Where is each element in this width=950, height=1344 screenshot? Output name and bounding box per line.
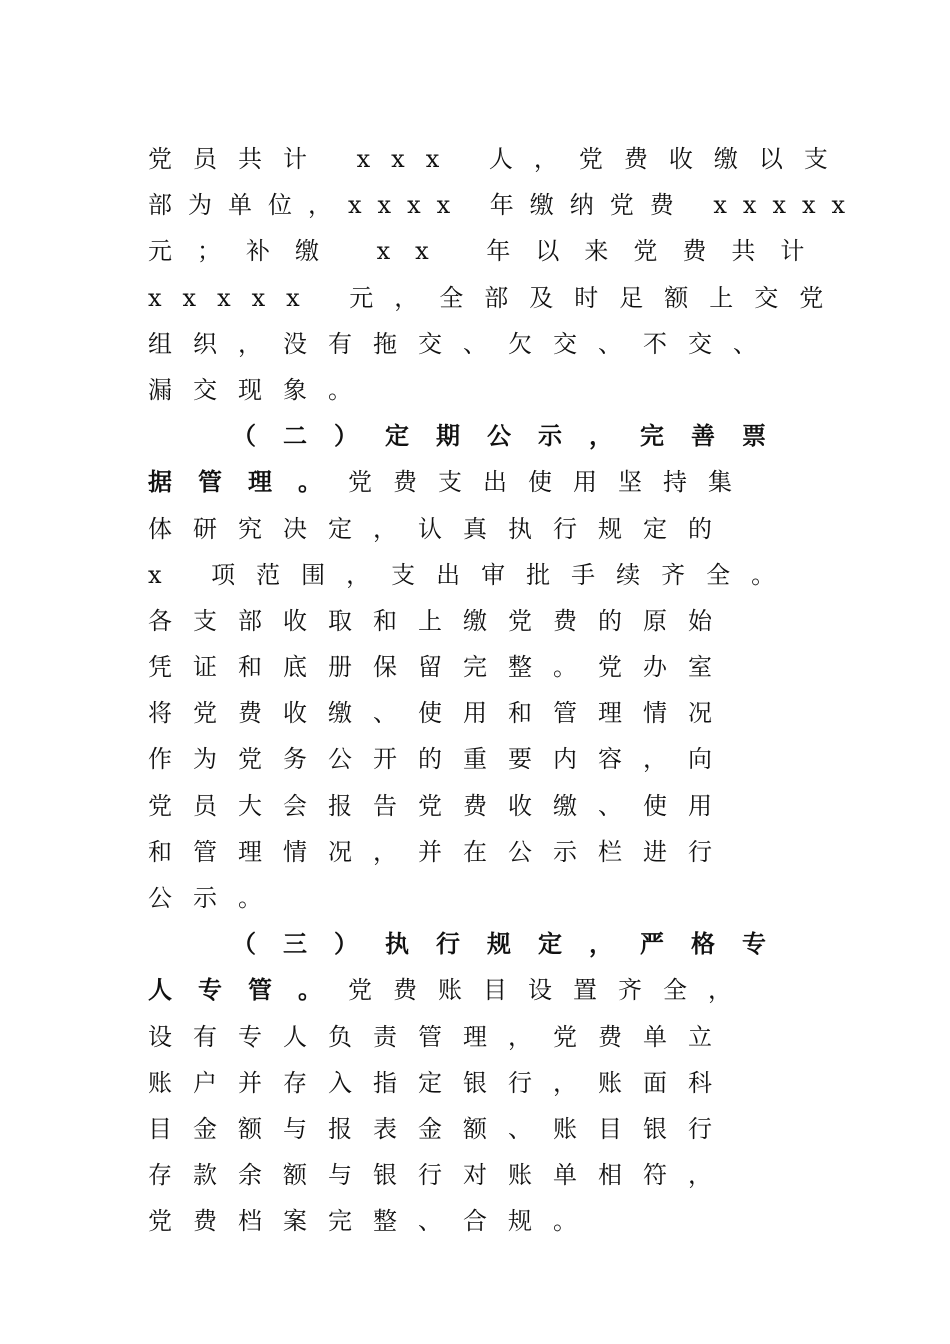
text-line: 公示。: [148, 884, 283, 912]
text-line: xxxxx 元，全部及时足额上交党: [148, 283, 845, 312]
text-line: 党员共计 xxx 人，党费收缴以支: [148, 145, 849, 173]
text-line: 凭证和底册保留完整。党办室: [148, 653, 733, 682]
section-2-bold-lead: 据管理。: [148, 467, 348, 497]
section-3-bold-lead: 人专管。: [148, 975, 348, 1005]
section-2-heading: （二）定期公示，完善票: [232, 421, 793, 451]
text-line: 部为单位，xxxx 年缴纳党费 xxxxx: [148, 191, 862, 220]
section-3-heading: （三）执行规定，严格专: [232, 929, 793, 959]
text-line: x 项范围，支出审批手续齐全。: [148, 560, 797, 589]
text-line: 账户并存入指定银行，账面科: [148, 1068, 733, 1097]
text-line: 各支部收取和上缴党费的原始: [148, 606, 733, 635]
text-line: 和管理情况，并在公示栏进行: [148, 837, 733, 866]
text-line: 体研究决定，认真执行规定的: [148, 514, 733, 543]
text-line: 将党费收缴、使用和管理情况: [148, 699, 733, 728]
text-line: 党员大会报告党费收缴、使用: [148, 791, 733, 820]
text-line: 组织，没有拖交、欠交、不交、: [148, 329, 778, 358]
section-2-first-rest: 党费支出使用坚持集: [348, 468, 753, 497]
text-line: 党费档案完整、合规。: [148, 1207, 598, 1236]
section-3-first-line: [148, 967, 828, 1013]
text-line: 漏交现象。: [148, 375, 373, 404]
section-2-first-line: [148, 459, 828, 505]
text-line: 存款余额与银行对账单相符，: [148, 1161, 733, 1190]
text-line: 作为党务公开的重要内容，向: [148, 745, 733, 774]
text-line: 设有专人负责管理，党费单立: [148, 1022, 733, 1051]
document-body: [148, 136, 862, 1245]
text-line: 元；补缴 xx 年以来党费共计: [148, 237, 830, 266]
text-line: 目金额与报表金额、账目银行: [148, 1114, 733, 1143]
section-3-first-rest: 党费账目设置齐全，: [348, 976, 753, 1005]
